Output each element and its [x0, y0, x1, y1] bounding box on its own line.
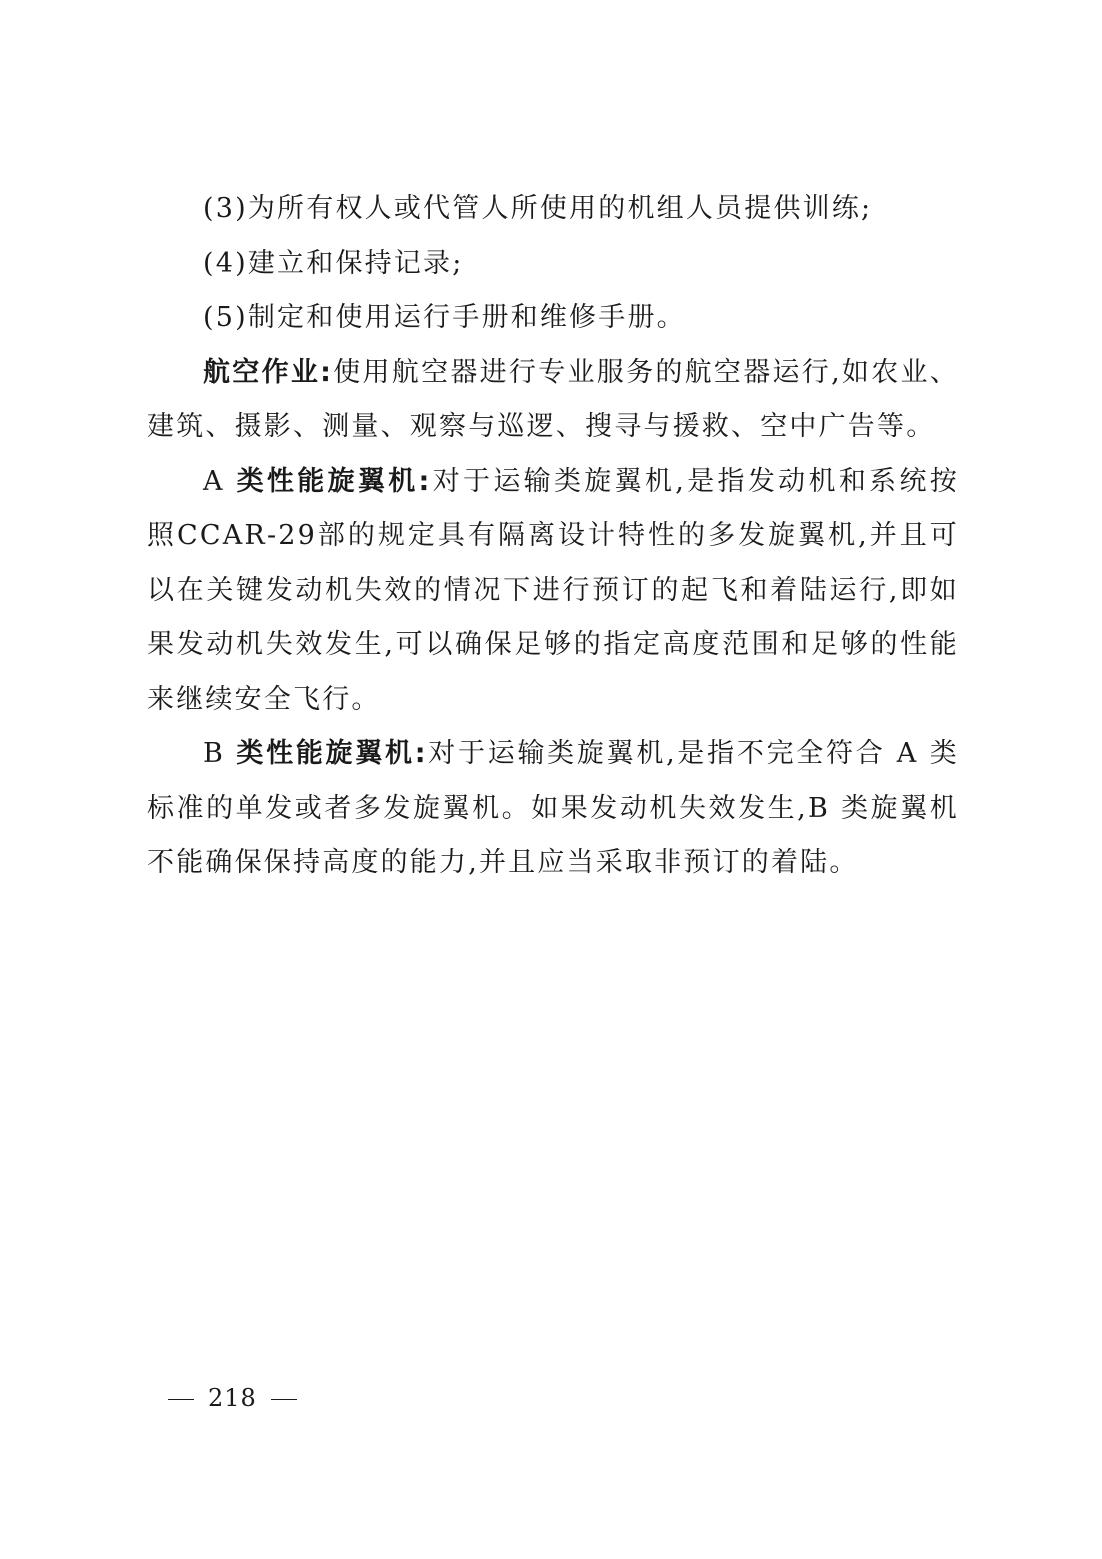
definition-aerial-work — [147, 346, 959, 455]
definition-term: 类性能旋翼机: — [236, 738, 428, 769]
definition-text: 使用航空器进行专业服务的航空器运行,如农业、建筑、摄影、测量、观察与巡逻、搜寻与援救、空中广告等。 — [147, 356, 959, 442]
definition-text: 对于运输类旋翼机,是指发动机和系统按照CCAR-29部的规定具有隔离设计特性的多发旋翼机,并且可以在关键发动机失效的情况下进行预订的起飞和着陆运行,即如果发动机失效发生,可以确保足够的指定高度范围和足够的性能来继续安全飞行。 — [147, 465, 959, 715]
definition-prefix: B — [203, 738, 237, 769]
footer-dash-right — [271, 1399, 297, 1400]
definition-term: 类性能旋翼机: — [236, 465, 432, 497]
definition-category-a-rotorcraft — [147, 455, 959, 728]
footer-dash-left — [168, 1399, 194, 1400]
list-item: (3)为所有权人或代管人所使用的机组人员提供训练; — [203, 193, 873, 224]
definition-term: 航空作业: — [203, 356, 334, 388]
definition-category-b-rotorcraft — [147, 727, 959, 891]
list-item: (5)制定和使用运行手册和维修手册。 — [203, 302, 686, 333]
page-number: 218 — [208, 1384, 257, 1412]
page-body — [147, 182, 959, 891]
definition-text: 对于运输类旋翼机,是指不完全符合 A 类标准的单发或者多发旋翼机。如果发动机失效发生,B 类旋翼机不能确保保持高度的能力,并且应当采取非预订的着陆。 — [147, 738, 960, 878]
page-footer — [168, 1384, 311, 1412]
definition-prefix: A — [203, 465, 237, 497]
list-item: (4)建立和保持记录; — [203, 247, 464, 279]
